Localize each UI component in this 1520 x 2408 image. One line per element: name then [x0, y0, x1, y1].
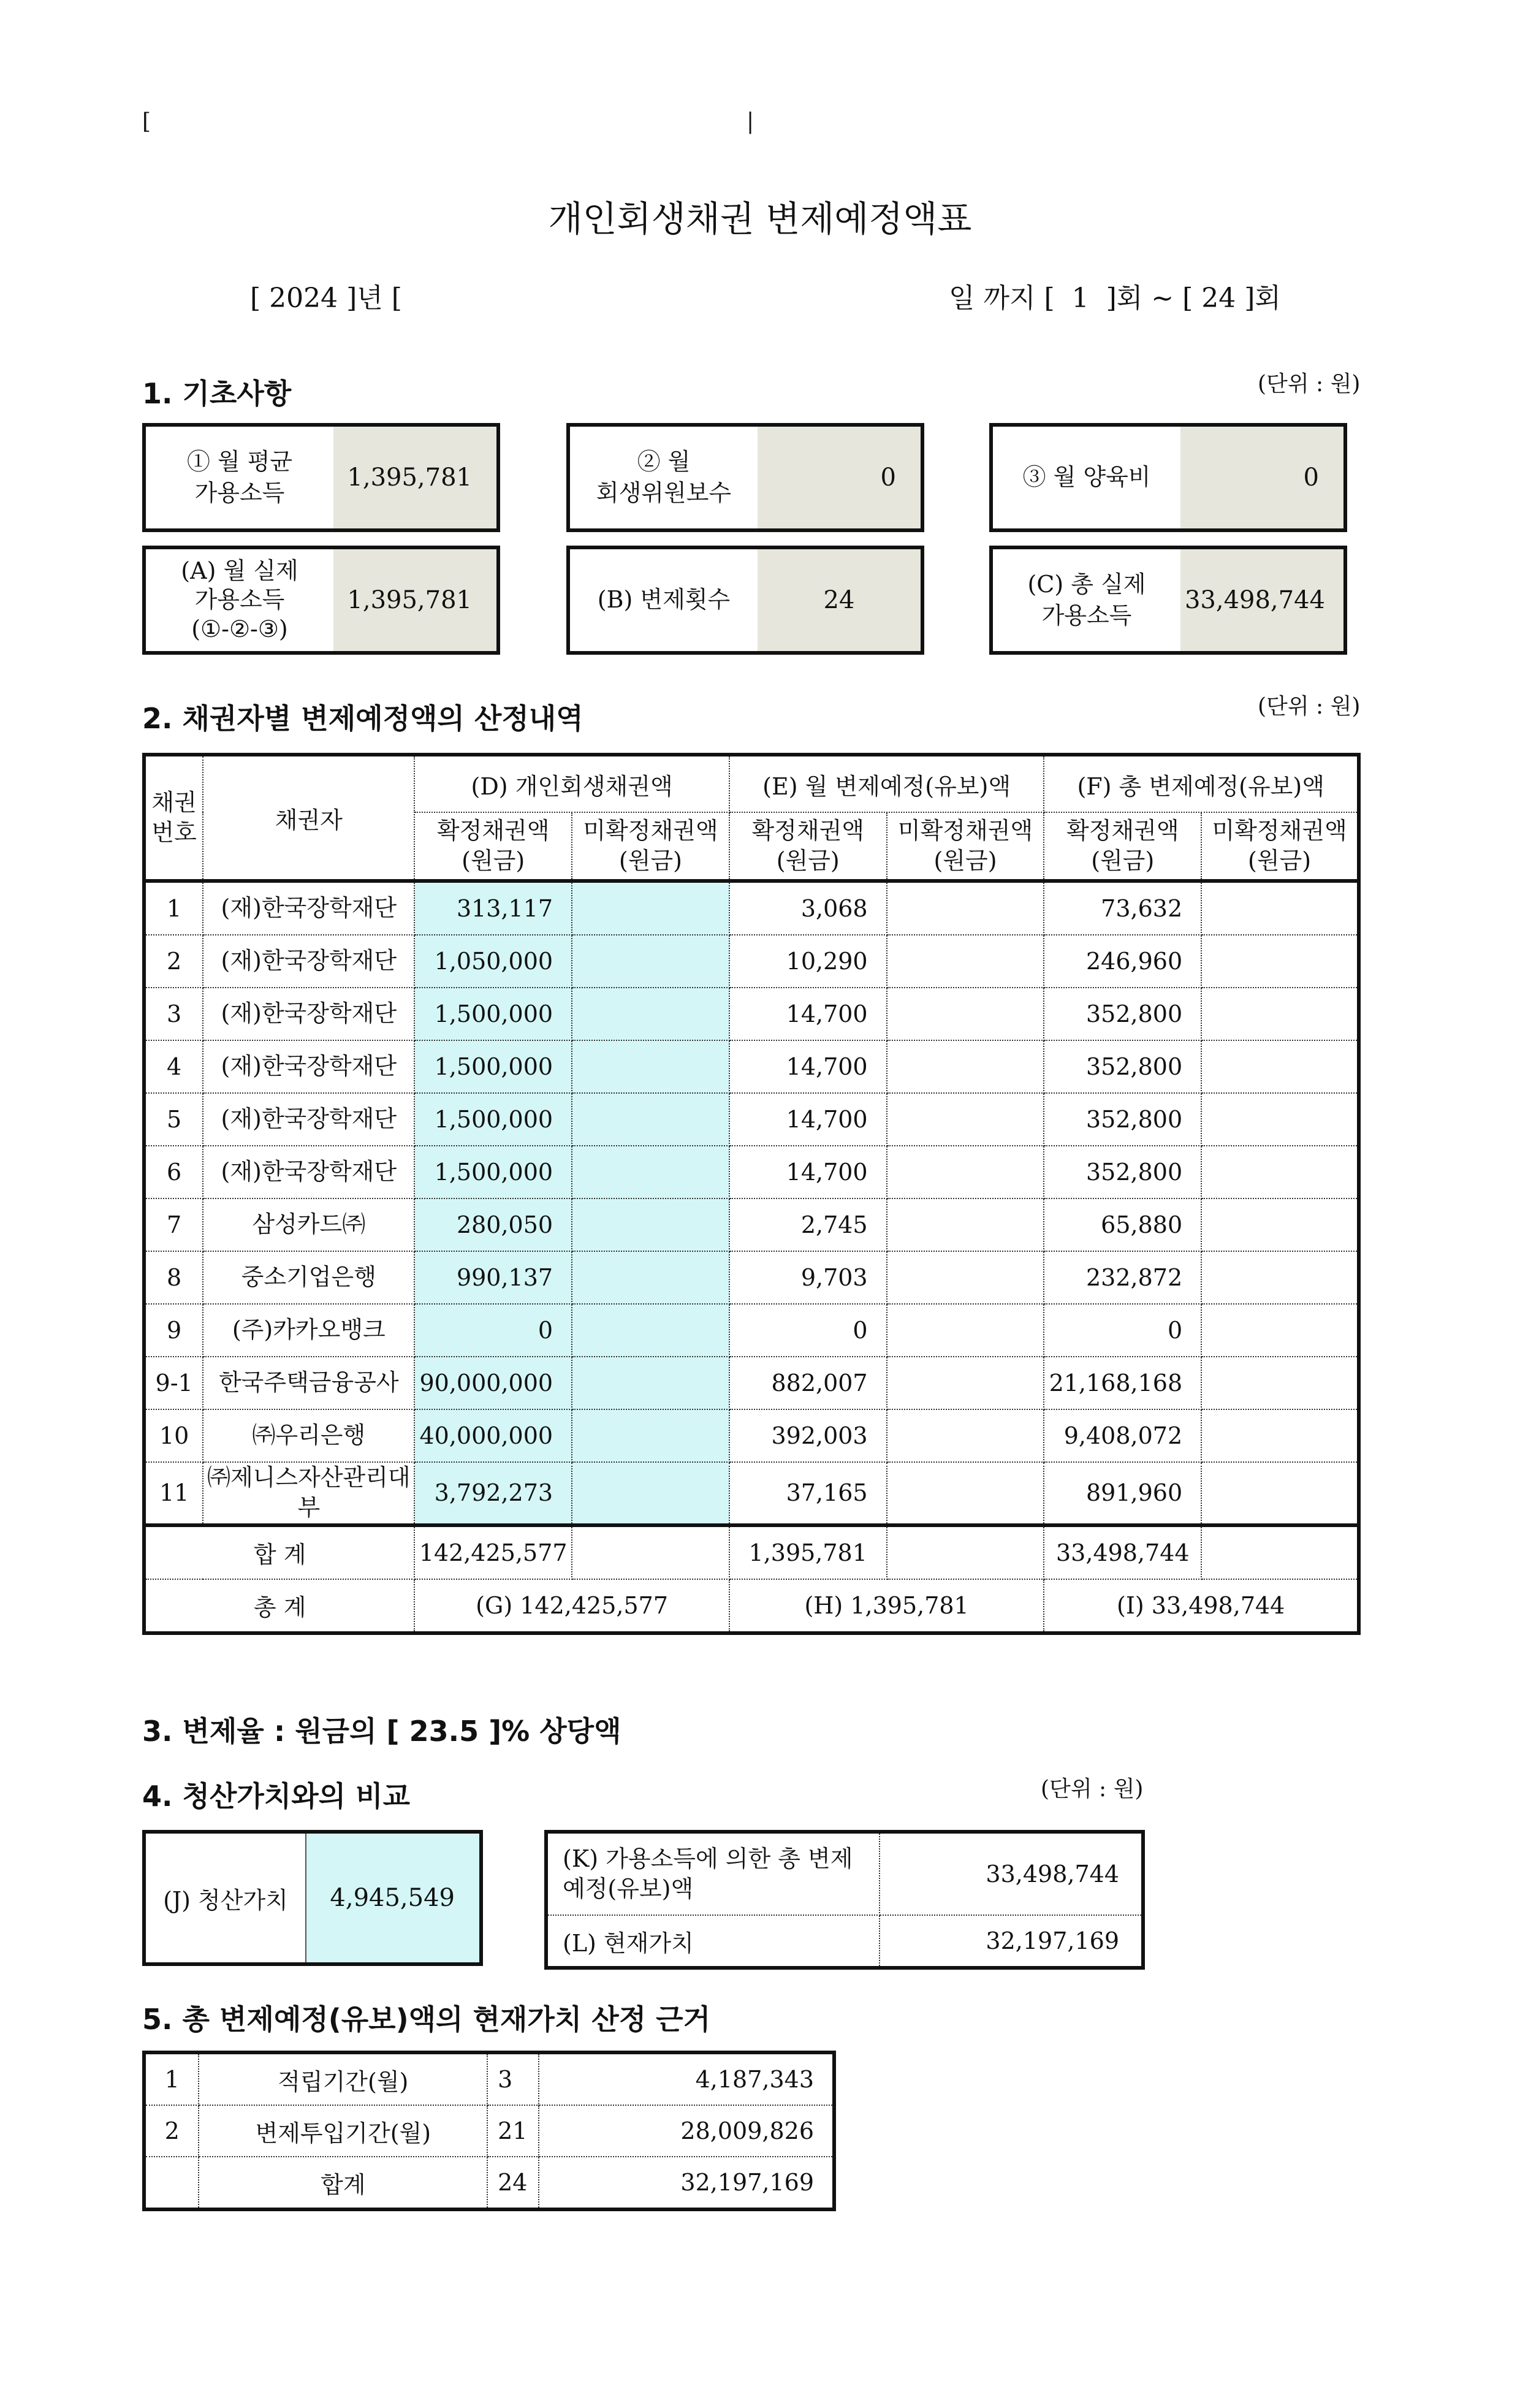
row-months: 24	[487, 2157, 539, 2209]
row-f-confirmed: 352,800	[1044, 1093, 1201, 1146]
box-value: 1,395,781	[333, 549, 496, 651]
table-row	[144, 1040, 1359, 1093]
box-value: 0	[758, 427, 921, 528]
box-label: (A) 월 실제 가용소득 (①-②-③)	[181, 557, 298, 642]
box-value: 33,498,744	[1180, 549, 1343, 651]
sum-e-unconfirmed	[887, 1525, 1044, 1579]
row-d-unconfirmed	[572, 1409, 729, 1462]
table-row	[144, 935, 1359, 988]
row-e-confirmed: 392,003	[729, 1409, 887, 1462]
row-no: 9-1	[144, 1357, 203, 1409]
row-f-unconfirmed	[1201, 1409, 1359, 1462]
row-e-confirmed: 882,007	[729, 1357, 887, 1409]
row-e-unconfirmed	[887, 1462, 1044, 1525]
row-d-unconfirmed	[572, 1040, 729, 1093]
box-committee-fee	[566, 423, 924, 532]
present-value-table	[142, 2051, 836, 2211]
row-d-confirmed: 1,050,000	[414, 935, 572, 988]
k-label: (K) 가용소득에 의한 총 변제 예정(유보)액	[546, 1832, 880, 1915]
total-label: 총 계	[144, 1579, 414, 1633]
table-row	[144, 2052, 834, 2105]
header-no: 채권 번호	[144, 755, 203, 881]
row-no: 11	[144, 1462, 203, 1525]
row-f-unconfirmed	[1201, 1462, 1359, 1525]
box-child-support	[989, 423, 1347, 532]
section4-unit: (단위 : 원)	[1041, 1777, 1144, 1802]
row-no: 2	[144, 935, 203, 988]
sum-d-unconfirmed	[572, 1525, 729, 1579]
row-creditor: (재)한국장학재단	[203, 1040, 414, 1093]
row-d-confirmed: 0	[414, 1304, 572, 1357]
row-e-unconfirmed	[887, 881, 1044, 935]
row-f-confirmed: 21,168,168	[1044, 1357, 1201, 1409]
table-row	[144, 2105, 834, 2157]
row-d-confirmed: 990,137	[414, 1251, 572, 1304]
table-row	[144, 1093, 1359, 1146]
creditor-table	[142, 753, 1361, 1635]
row-f-confirmed: 73,632	[1044, 881, 1201, 935]
row-d-unconfirmed	[572, 935, 729, 988]
row-e-confirmed: 14,700	[729, 1093, 887, 1146]
row-creditor: ㈜우리은행	[203, 1409, 414, 1462]
header-d-unconfirmed: 미확정채권액 (원금)	[572, 812, 729, 881]
section3-heading: 3. 변제율 : 원금의 [ 23.5 ]% 상당액	[142, 1715, 621, 1748]
row-no	[144, 2157, 199, 2209]
liquidation-value-box	[142, 1830, 483, 1966]
row-e-confirmed: 9,703	[729, 1251, 887, 1304]
row-creditor: 삼성카드㈜	[203, 1198, 414, 1251]
row-e-confirmed: 37,165	[729, 1462, 887, 1525]
header-e-unconfirmed: 미확정채권액 (원금)	[887, 812, 1044, 881]
row-e-confirmed: 2,745	[729, 1198, 887, 1251]
row-f-confirmed: 891,960	[1044, 1462, 1201, 1525]
row-label: 변제투입기간(월)	[199, 2105, 487, 2157]
box-actual-income	[142, 546, 500, 655]
header-f-unconfirmed: 미확정채권액 (원금)	[1201, 812, 1359, 881]
row-f-unconfirmed	[1201, 1357, 1359, 1409]
row-e-confirmed: 14,700	[729, 1040, 887, 1093]
page-title: 개인회생채권 변제예정액표	[548, 198, 972, 240]
row-d-unconfirmed	[572, 1304, 729, 1357]
box-label: ③ 월 양육비	[1022, 463, 1151, 491]
box-value: 1,395,781	[333, 427, 496, 528]
row-amount: 28,009,826	[539, 2105, 834, 2157]
row-f-confirmed: 352,800	[1044, 1146, 1201, 1198]
row-e-confirmed: 0	[729, 1304, 887, 1357]
box-value: 0	[1180, 427, 1343, 528]
row-label: 합계	[199, 2157, 487, 2209]
row-creditor: (재)한국장학재단	[203, 935, 414, 988]
row-no: 2	[144, 2105, 199, 2157]
header-d-confirmed: 확정채권액 (원금)	[414, 812, 572, 881]
table-row	[144, 1409, 1359, 1462]
row-f-unconfirmed	[1201, 881, 1359, 935]
row-creditor: ㈜제니스자산관리대 부	[203, 1462, 414, 1525]
row-d-confirmed: 280,050	[414, 1198, 572, 1251]
row-creditor: (재)한국장학재단	[203, 1146, 414, 1198]
row-months: 21	[487, 2105, 539, 2157]
row-f-confirmed: 65,880	[1044, 1198, 1201, 1251]
header-f-confirmed: 확정채권액 (원금)	[1044, 812, 1201, 881]
row-f-confirmed: 246,960	[1044, 935, 1201, 988]
header-bracket-close: |	[747, 109, 754, 134]
row-f-unconfirmed	[1201, 1198, 1359, 1251]
row-d-confirmed: 1,500,000	[414, 988, 572, 1040]
row-d-unconfirmed	[572, 1146, 729, 1198]
row-d-unconfirmed	[572, 1251, 729, 1304]
section2-heading: 2. 채권자별 변제예정액의 산정내역	[142, 702, 583, 735]
row-e-unconfirmed	[887, 935, 1044, 988]
row-amount: 32,197,169	[539, 2157, 834, 2209]
box-label: (B) 변제횟수	[597, 586, 731, 614]
row-no: 8	[144, 1251, 203, 1304]
row-d-confirmed: 1,500,000	[414, 1093, 572, 1146]
header-e-confirmed: 확정채권액 (원금)	[729, 812, 887, 881]
section5-heading: 5. 총 변제예정(유보)액의 현재가치 산정 근거	[142, 2003, 711, 2036]
row-f-confirmed: 232,872	[1044, 1251, 1201, 1304]
row-d-unconfirmed	[572, 988, 729, 1040]
row-f-confirmed: 0	[1044, 1304, 1201, 1357]
row-f-unconfirmed	[1201, 1146, 1359, 1198]
table-row	[144, 2157, 834, 2209]
section1-unit: (단위 : 원)	[1258, 371, 1361, 397]
total-g: (G) 142,425,577	[414, 1579, 729, 1633]
row-e-unconfirmed	[887, 1409, 1044, 1462]
row-d-unconfirmed	[572, 1357, 729, 1409]
row-f-unconfirmed	[1201, 1093, 1359, 1146]
row-d-unconfirmed	[572, 1462, 729, 1525]
row-creditor: (재)한국장학재단	[203, 988, 414, 1040]
row-amount: 4,187,343	[539, 2052, 834, 2105]
row-e-confirmed: 14,700	[729, 988, 887, 1040]
row-no: 3	[144, 988, 203, 1040]
row-f-unconfirmed	[1201, 935, 1359, 988]
total-h: (H) 1,395,781	[729, 1579, 1044, 1633]
table-row	[144, 1304, 1359, 1357]
row-e-confirmed: 3,068	[729, 881, 887, 935]
row-d-confirmed: 313,117	[414, 881, 572, 935]
row-e-unconfirmed	[887, 1198, 1044, 1251]
table-row	[144, 988, 1359, 1040]
row-f-unconfirmed	[1201, 1040, 1359, 1093]
period-range: 일 까지 [ 1 ]회 ~ [ 24 ]회	[949, 283, 1281, 314]
comparison-table	[544, 1830, 1145, 1970]
row-creditor: (재)한국장학재단	[203, 881, 414, 935]
section1-heading: 1. 기초사항	[142, 377, 292, 410]
box-total-income	[989, 546, 1347, 655]
table-row	[144, 881, 1359, 935]
box-label: ① 월 평균 가용소득	[186, 448, 293, 506]
k-value: 33,498,744	[880, 1832, 1143, 1915]
row-creditor: 한국주택금융공사	[203, 1357, 414, 1409]
row-e-confirmed: 14,700	[729, 1146, 887, 1198]
row-f-confirmed: 352,800	[1044, 988, 1201, 1040]
row-no: 10	[144, 1409, 203, 1462]
period-start: [ 2024 ]년 [	[250, 283, 402, 314]
l-value: 32,197,169	[880, 1915, 1143, 1968]
liquidation-label: (J) 청산가치	[163, 1886, 288, 1914]
row-e-unconfirmed	[887, 1357, 1044, 1409]
row-no: 7	[144, 1198, 203, 1251]
row-no: 5	[144, 1093, 203, 1146]
header-f: (F) 총 변제예정(유보)액	[1044, 755, 1359, 812]
row-d-confirmed: 1,500,000	[414, 1146, 572, 1198]
row-f-unconfirmed	[1201, 1304, 1359, 1357]
row-no: 1	[144, 881, 203, 935]
table-row	[144, 1146, 1359, 1198]
row-d-confirmed: 1,500,000	[414, 1040, 572, 1093]
row-e-unconfirmed	[887, 1093, 1044, 1146]
sum-f-unconfirmed	[1201, 1525, 1359, 1579]
box-repayment-count	[566, 546, 924, 655]
row-d-unconfirmed	[572, 881, 729, 935]
header-bracket-open: [	[142, 109, 151, 134]
box-monthly-avg-income	[142, 423, 500, 532]
sum-d: 142,425,577	[414, 1525, 572, 1579]
row-creditor: (재)한국장학재단	[203, 1093, 414, 1146]
sum-e: 1,395,781	[729, 1525, 887, 1579]
section2-unit: (단위 : 원)	[1258, 694, 1361, 719]
row-f-unconfirmed	[1201, 988, 1359, 1040]
box-label: ② 월 회생위원보수	[596, 448, 732, 506]
row-creditor: (주)카카오뱅크	[203, 1304, 414, 1357]
row-no: 4	[144, 1040, 203, 1093]
row-e-unconfirmed	[887, 1251, 1044, 1304]
header-e: (E) 월 변제예정(유보)액	[729, 755, 1044, 812]
row-e-unconfirmed	[887, 1146, 1044, 1198]
row-months: 3	[487, 2052, 539, 2105]
liquidation-value: 4,945,549	[305, 1834, 479, 1962]
table-row	[144, 1462, 1359, 1525]
row-no: 6	[144, 1146, 203, 1198]
row-d-unconfirmed	[572, 1198, 729, 1251]
header-creditor: 채권자	[203, 755, 414, 881]
l-label: (L) 현재가치	[546, 1915, 880, 1968]
total-i: (I) 33,498,744	[1044, 1579, 1359, 1633]
table-row	[144, 1251, 1359, 1304]
table-row	[144, 1198, 1359, 1251]
row-f-unconfirmed	[1201, 1251, 1359, 1304]
header-d: (D) 개인회생채권액	[414, 755, 729, 812]
row-d-confirmed: 3,792,273	[414, 1462, 572, 1525]
row-no: 9	[144, 1304, 203, 1357]
sum-f: 33,498,744	[1044, 1525, 1201, 1579]
row-d-confirmed: 40,000,000	[414, 1409, 572, 1462]
row-label: 적립기간(월)	[199, 2052, 487, 2105]
section4-heading: 4. 청산가치와의 비교	[142, 1780, 410, 1813]
row-e-unconfirmed	[887, 1040, 1044, 1093]
row-d-unconfirmed	[572, 1093, 729, 1146]
row-d-confirmed: 90,000,000	[414, 1357, 572, 1409]
sum-label: 합 계	[144, 1525, 414, 1579]
row-f-confirmed: 352,800	[1044, 1040, 1201, 1093]
row-creditor: 중소기업은행	[203, 1251, 414, 1304]
row-e-unconfirmed	[887, 988, 1044, 1040]
row-e-confirmed: 10,290	[729, 935, 887, 988]
box-value: 24	[758, 549, 921, 651]
row-e-unconfirmed	[887, 1304, 1044, 1357]
box-label: (C) 총 실제 가용소득	[1027, 570, 1146, 629]
row-f-confirmed: 9,408,072	[1044, 1409, 1201, 1462]
table-row	[144, 1357, 1359, 1409]
row-no: 1	[144, 2052, 199, 2105]
